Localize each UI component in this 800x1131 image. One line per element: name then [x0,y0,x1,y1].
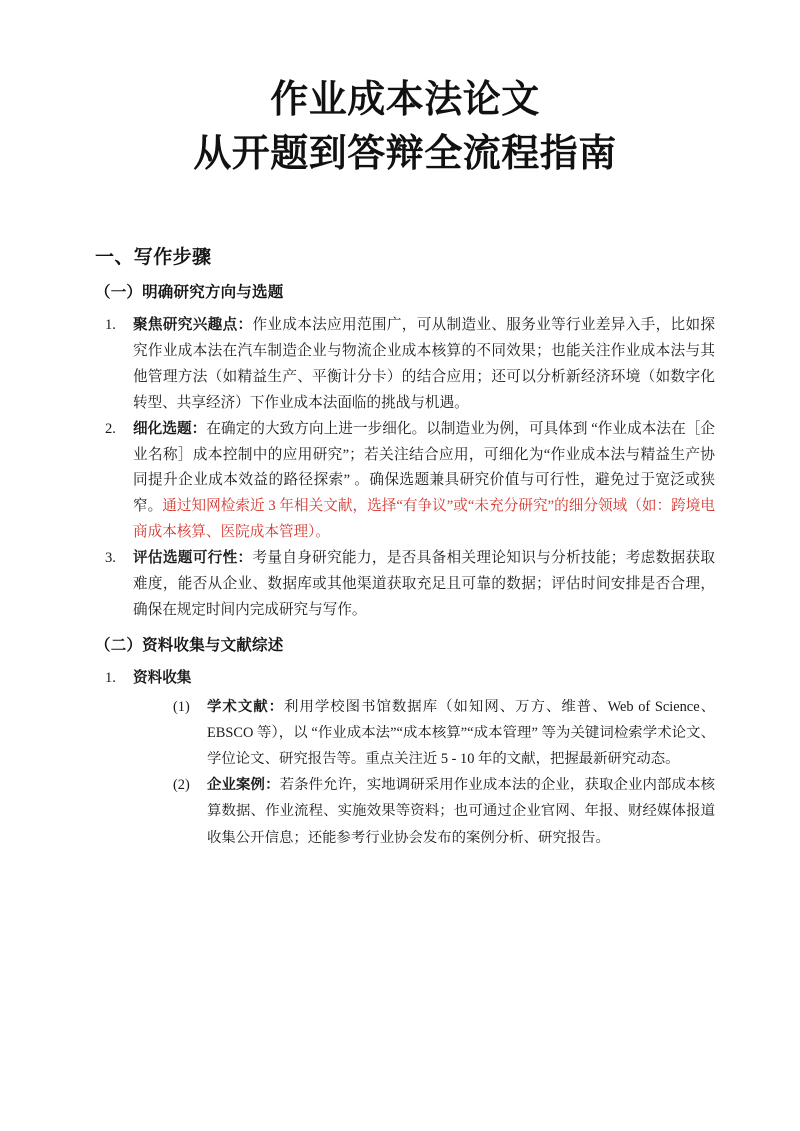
list-item-label: 学术文献： [207,698,285,715]
list-item [95,546,715,624]
spacer-before-subsection-heading-2 [95,624,715,634]
list-item-label: 评估选题可行性： [133,550,253,567]
list-item-highlight: 通过知网检索近 3 年相关文献，选择“有争议”或“未充分研究”的细分领域（如：跨境电商成本核算、医院成本管理）。 [133,498,715,541]
list-item [95,313,715,417]
list-item-body: 在确定的大致方向上进一步细化。以制造业为例，可具体到 “作业成本法在［企业名称］成本控制中的应用研究”；若关注结合应用，可细化为“作业成本法与精益生产协同提升企业成本效益的路径探索” 。确保选题兼具研究价值与可行性，避免过于宽泛或狭窄。 [133,420,715,515]
list-item-label: 资料收集 [133,669,192,686]
document-title-line-2: 从开题到答辩全流程指南 [193,132,617,175]
list-item [173,694,715,773]
list-marker: 3. [105,550,116,567]
nested-list-wrapper [95,694,715,851]
list-marker: (1) [173,698,190,715]
list-marker: (2) [173,777,190,794]
list-item [173,772,715,851]
list-level-2-group [173,694,715,851]
subsection-heading-1-1: （一）明确研究方向与选题 [95,284,284,302]
list-item-body: 考量自身研究能力，是否具备相关理论知识与分析技能；考虑数据获取难度，能否从企业、数据库或其他渠道获取充足且可靠的数据；评估时间安排是否合理，确保在规定时间内完成研究与写作。 [133,550,715,619]
title-spacer [95,182,715,244]
list-item-label: 细化选题： [133,420,207,437]
list-level-1-group-2 [95,666,715,692]
list-item-body: 若条件允许，实地调研采用作业成本法的企业，获取企业内部成本核算数据、作业流程、实施效果等资料；也可通过企业官网、年报、财经媒体报道收集公开信息；还能参考行业协会发布的案例分析、研究报告。 [207,777,715,846]
list-level-1-group-1 [95,313,715,625]
list-item-body: 作业成本法应用范围广，可从制造业、服务业等行业差异入手，比如探究作业成本法在汽车制造企业与物流企业成本核算的不同效果；也能关注作业成本法与其他管理方法（如精益生产、平衡计分卡）的结合应用；还可以分析新经济环境（如数字化转型、共享经济）下作业成本法面临的挑战与机遇。 [133,316,715,411]
list-marker: 1. [105,316,116,333]
document-title [95,74,715,182]
list-item [95,417,715,547]
list-item [95,666,715,692]
spacer-after-subsection-heading-1 [95,305,715,313]
list-marker: 1. [105,669,116,686]
list-item-label: 企业案例： [207,777,280,794]
document-title-line-1: 作业成本法论文 [270,79,540,121]
list-item-body: 利用学校图书馆数据库（如知网、万方、维普、Web of Science、EBSCO 等），以 “作业成本法”“成本核算”“成本管理” 等为关键词检索学术论文、学位论文、研究报告等。重点关注近 5 - 10 年的文献，把握最新研究动态。 [207,698,715,767]
spacer-after-section-heading [95,272,715,281]
spacer-after-subsection-heading-2 [95,658,715,666]
section-heading-1: 一、写作步骤 [95,246,212,268]
list-marker: 2. [105,420,116,437]
list-item-label: 聚焦研究兴趣点： [133,316,253,333]
subsection-heading-1-2: （二）资料收集与文献综述 [95,637,284,655]
